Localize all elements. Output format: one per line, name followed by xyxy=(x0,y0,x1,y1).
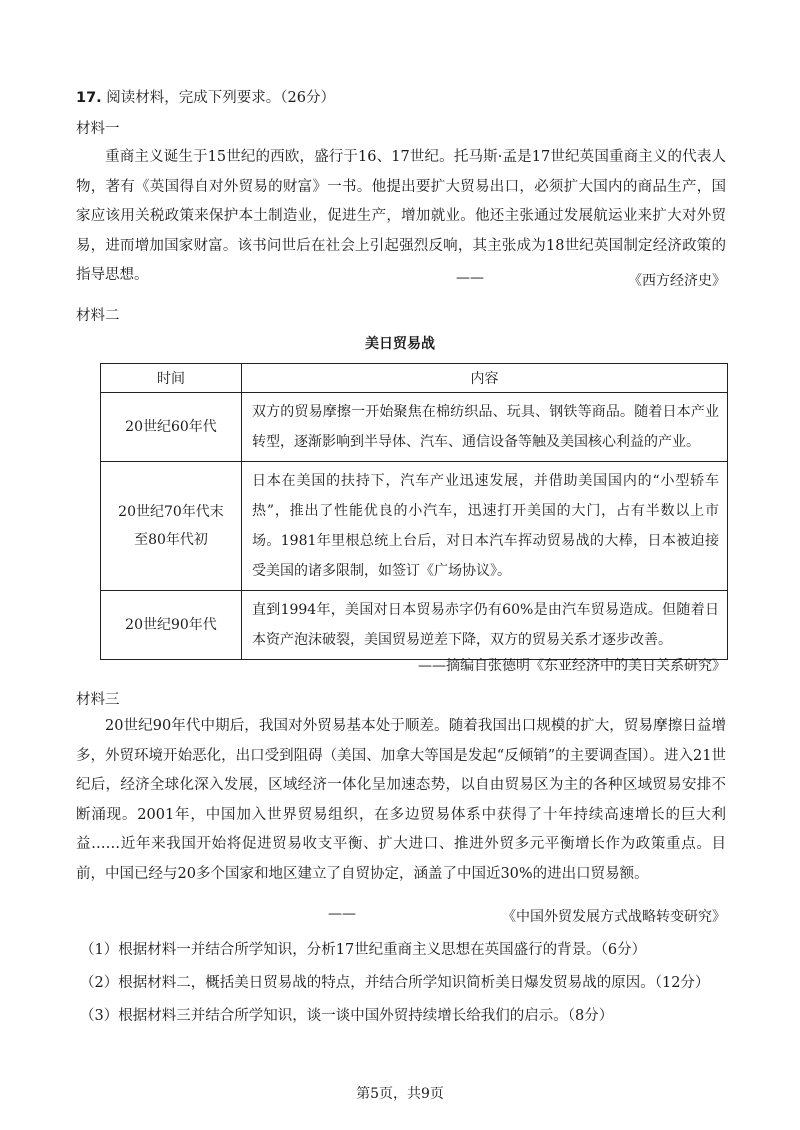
sub-question-1: （1）根据材料一并结合所学知识，分析17世纪重商主义思想在英国盛行的背景。（6分） xyxy=(80,942,647,958)
question-header xyxy=(76,86,335,107)
material3-dash: —— xyxy=(328,906,356,922)
row-time: 20世纪70年代末至80年代初 xyxy=(101,462,242,591)
header-content: 内容 xyxy=(242,364,728,393)
row-content: 直到1994年，美国对日本贸易赤字仍有60%是由汽车贸易造成。但随着日本资产泡沫破裂，美国贸易逆差下降，双方的贸易关系才逐步改善。 xyxy=(242,591,728,660)
material2-source: ——摘编自张德明《东亚经济中的美日关系研究》 xyxy=(418,658,726,674)
table-header-row xyxy=(101,364,728,393)
table-row xyxy=(101,393,728,462)
material1-dash: —— xyxy=(456,270,484,286)
table-row xyxy=(101,462,728,591)
sub-question-2: （2）根据材料二，概括美日贸易战的特点，并结合所学知识简析美日爆发贸易战的原因。（12分） xyxy=(80,975,710,991)
question-number: 17. xyxy=(76,90,102,106)
sub-question-3: （3）根据材料三并结合所学知识，谈一谈中国外贸持续增长给我们的启示。（8分） xyxy=(80,1008,614,1024)
material2-label: 材料二 xyxy=(76,308,120,324)
material1-source: 《西方经济史》 xyxy=(628,273,726,289)
row-content: 双方的贸易摩擦一开始聚焦在棉纺织品、玩具、钢铁等商品。随着日本产业转型，逐渐影响到半导体、汽车、通信设备等触及美国核心利益的产业。 xyxy=(242,393,728,462)
question-prompt: 阅读材料，完成下列要求。（26分） xyxy=(106,90,335,106)
row-time: 20世纪60年代 xyxy=(101,393,242,462)
table-title: 美日贸易战 xyxy=(365,336,435,352)
row-time: 20世纪90年代 xyxy=(101,591,242,660)
row-content: 日本在美国的扶持下，汽车产业迅速发展，并借助美国国内的“小型轿车热”，推出了性能优良的小汽车，迅速打开美国的大门，占有半数以上市场。1981年里根总统上台后，对日本汽车挥动贸易战的大棒，日本被迫接受美国的诸多限制，如签订《广场协议》。 xyxy=(242,462,728,591)
material1-label: 材料一 xyxy=(76,121,120,137)
header-time: 时间 xyxy=(101,364,242,393)
table-row xyxy=(101,591,728,660)
material3-label: 材料三 xyxy=(76,692,120,708)
material3-text: 20世纪90年代中期后，我国对外贸易基本处于顺差。随着我国出口规模的扩大，贸易摩擦日益增多，外贸环境开始恶化，出口受到阻碍（美国、加拿大等国是发起“反倾销”的主要调查国）。进入21世纪后，经济全球化深入发展，区域经济一体化呈加速态势，以自由贸易区为主的各种区域贸易安排不断涌现。2001年，中国加入世界贸易组织，在多边贸易体系中获得了十年持续高速增长的巨大利益……近年来我国开始将促进贸易收支平衡、扩大进口、推进外贸多元平衡增长作为政策重点。目前，中国已经与20多个国家和地区建立了自贸协定，涵盖了中国近30%的进出口贸易额。 xyxy=(76,718,726,882)
trade-war-table xyxy=(100,363,728,660)
page-footer: 第5页，共9页 xyxy=(356,1086,444,1102)
material3-source: 《中国外贸发展方式战略转变研究》 xyxy=(502,909,726,925)
material1-text: 重商主义诞生于15世纪的西欧，盛行于16、17世纪。托马斯·孟是17世纪英国重商主义的代表人物，著有《英国得自对外贸易的财富》一书。他提出要扩大贸易出口，必须扩大国内的商品生产，国家应该用关税政策来保护本土制造业，促进生产，增加就业。他还主张通过发展航运业来扩大对外贸易，进而增加国家财富。该书问世后在社会上引起强烈反响，其主张成为18世纪英国制定经济政策的指导思想。 xyxy=(76,149,726,283)
